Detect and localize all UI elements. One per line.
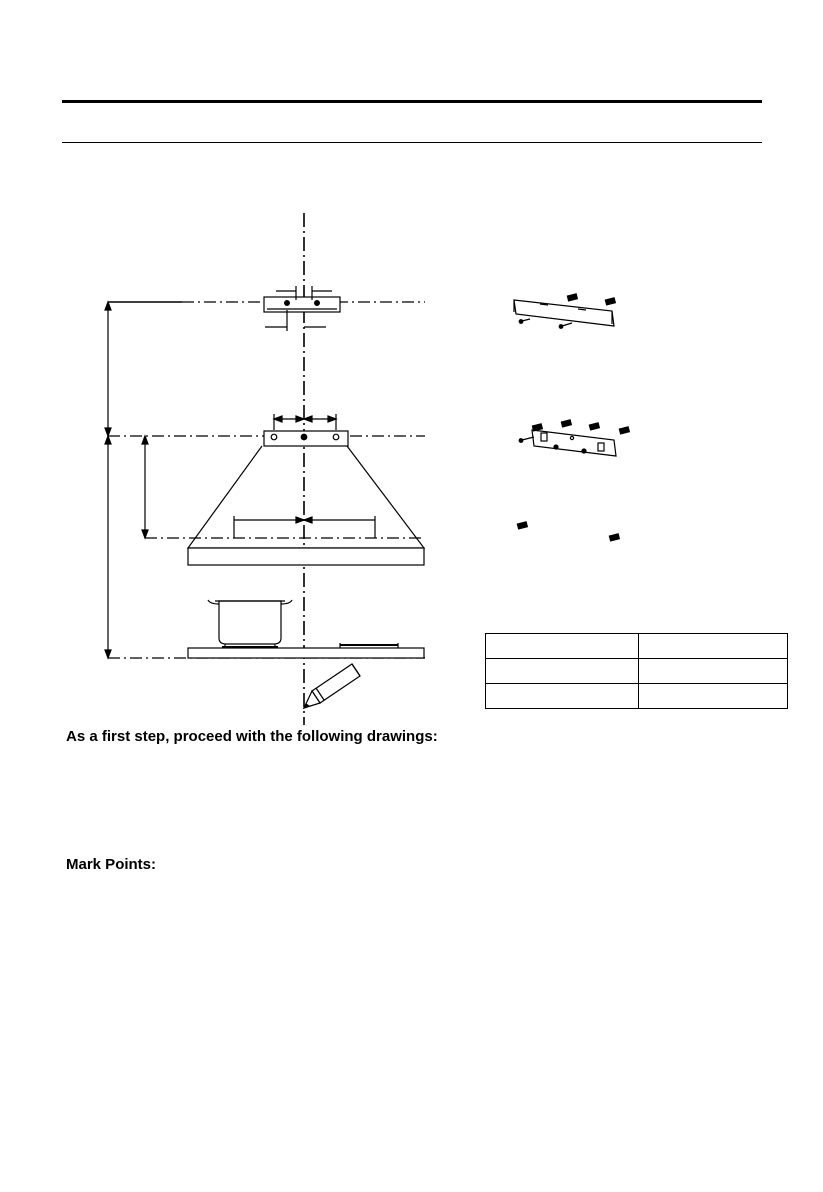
bracket-kit-chimney [514,294,615,328]
mark-points-heading: Mark Points: [66,856,157,873]
vertical-dimension-hood [142,436,148,538]
cooktop [188,643,424,658]
table-cell [486,634,639,659]
table-cell [486,684,639,709]
table-row [486,684,788,709]
hood-mount-plate [264,414,348,446]
cooking-pot [208,600,292,650]
table-row [486,659,788,684]
bracket-kit-hood [519,420,629,456]
wall-plugs [517,522,619,541]
vertical-dimension-lower [105,436,111,658]
table-cell [486,659,639,684]
parts-table [485,633,788,709]
table-row [486,634,788,659]
first-step-instruction: As a first step, proceed with the following drawings: [66,728,438,745]
table-cell [639,684,788,709]
pencil-icon [304,664,360,708]
vertical-dimension-upper [105,302,111,436]
table-cell [639,659,788,684]
table-cell [639,634,788,659]
chimney-bracket [264,286,340,331]
hood-body [188,446,424,565]
